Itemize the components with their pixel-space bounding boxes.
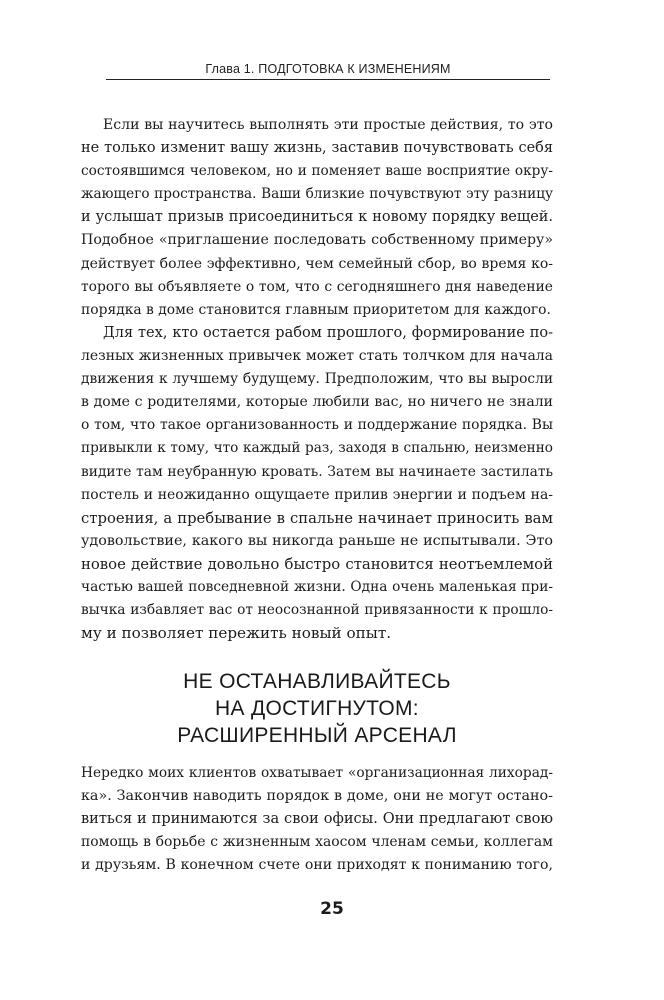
heading-line: НА ДОСТИГНУТОМ:: [215, 697, 419, 720]
text-line: и услышат призыв присоединиться к новому порядку вещей.: [81, 209, 553, 226]
running-header: Глава 1. ПОДГОТОВКА К ИЗМЕНЕНИЯМ: [205, 62, 451, 76]
text-line: ка». Закончив наводить порядок в доме, они не могут остано-: [81, 788, 553, 805]
text-line: и друзьям. В конечном счете они приходят к пониманию того,: [81, 857, 553, 874]
text-line: вычка избавляет вас от неосознанной привязанности к прошло-: [81, 602, 553, 619]
text-line: торого вы объявляете о том, что с сегодняшнего дня наведение: [81, 278, 553, 295]
heading-line: НЕ ОСТАНАВЛИВАЙТЕСЬ: [183, 670, 451, 693]
text-line: не только изменит вашу жизнь, заставив почувствовать себя: [81, 140, 553, 157]
text-line: Для тех, кто остается рабом прошлого, формирование по-: [103, 325, 553, 341]
heading-line: РАСШИРЕННЫЙ АРСЕНАЛ: [177, 724, 457, 747]
text-line: движения к лучшему будущему. Предположим, что вы выросли: [81, 371, 553, 388]
text-line: удовольствие, какого вы никогда раньше не испытывали. Это: [81, 532, 553, 549]
text-line: о том, что такое организованность и поддержание порядка. Вы: [81, 417, 553, 434]
text-line: жающего пространства. Ваши близкие почувствуют эту разницу: [81, 186, 553, 203]
page-number: 25: [320, 899, 344, 919]
text-line: строения, а пребывание в спальне начинает приносить вам: [81, 509, 553, 527]
header-rule: [106, 79, 550, 80]
text-line: помощь в борьбе с жизненным хаосом членам семьи, коллегам: [81, 834, 553, 851]
text-line: порядка в доме становится главным приоритетом для каждого.: [81, 301, 551, 318]
text-line: состоявшимся человеком, но и поменяет ваше восприятие окру-: [81, 163, 553, 180]
text-line: лезных жизненных привычек может стать толчком для начала: [81, 348, 553, 365]
text-line: видите там неубранную кровать. Затем вы начинаете застилать: [81, 463, 553, 480]
paragraph-1: [81, 114, 553, 322]
text-line: действует более эффективно, чем семейный сбор, во время ко-: [81, 255, 553, 272]
text-line: Если вы научитесь выполнять эти простые действия, то это: [103, 117, 553, 133]
text-line: постель и неожиданно ощущаете прилив энергии и подъем на-: [81, 486, 553, 503]
text-line: му и позволяет пережить новый опыт.: [81, 624, 392, 643]
text-line: Нередко моих клиентов охватывает «организационная лихорад-: [81, 765, 553, 781]
text-line: привыкли к тому, что каждый раз, заходя в спальню, неизменно: [81, 440, 553, 457]
text-line: новое действие довольно быстро становится неотъемлемой: [81, 555, 553, 573]
text-line: частью вашей повседневной жизни. Одна очень маленькая при-: [81, 579, 553, 596]
section-heading: [81, 668, 553, 749]
text-line: Подобное «приглашение последовать собственному примеру»: [81, 232, 553, 249]
paragraph-2: [81, 322, 553, 645]
paragraph-3: [81, 762, 553, 877]
text-line: в доме с родителями, которые любили вас, но ничего не знали: [81, 394, 553, 411]
text-line: виться и принимаются за свои офисы. Они предлагают свою: [81, 811, 553, 828]
